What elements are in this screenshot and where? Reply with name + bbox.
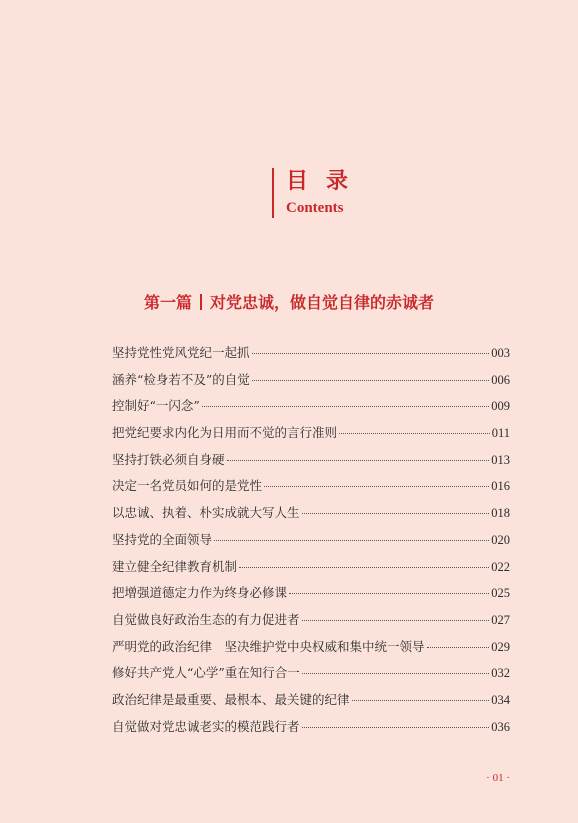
toc-entry[interactable] [112,557,510,584]
toc-entry-page: 032 [491,666,510,681]
toc-entry-title: 把增强道德定力作为终身必修课 [112,585,288,601]
toc-title-block [272,168,366,218]
toc-list [112,343,510,743]
toc-leader-dots [227,460,490,461]
toc-entry[interactable] [112,530,510,557]
toc-entry-title: 自觉做良好政治生态的有力促进者 [112,611,300,627]
toc-entry[interactable] [112,503,510,530]
page-number: · 01 · [486,772,510,784]
toc-entry-title: 政治纪律是最重要、最根本、最关键的纪律 [112,691,350,707]
section-title: 对党忠诚，做自觉自律的赤诚者 [210,293,435,312]
toc-entry-page: 027 [491,612,510,627]
toc-leader-dots [239,567,489,568]
title-divider [272,168,274,218]
toc-entry[interactable] [112,450,510,477]
toc-entry-title: 把党纪要求内化为日用而不觉的言行准则 [112,425,338,441]
toc-leader-dots [302,673,489,674]
toc-leader-dots [302,513,490,514]
toc-entry[interactable] [112,583,510,610]
toc-entry-page: 036 [491,719,510,734]
toc-leader-dots [214,540,489,541]
section-label: 第一篇 [143,293,192,312]
section-heading [0,290,578,313]
toc-leader-dots [352,700,490,701]
title-english: Contents [286,200,344,216]
toc-entry-page: 020 [491,532,510,547]
toc-entry[interactable] [112,343,510,370]
toc-entry-page: 018 [491,506,510,521]
toc-entry[interactable] [112,717,510,744]
toc-entry-page: 022 [491,559,510,574]
toc-entry-page: 016 [491,479,510,494]
toc-entry[interactable] [112,663,510,690]
toc-leader-dots [252,380,489,381]
toc-entry-title: 建立健全纪律教育机制 [112,558,238,574]
toc-entry-page: 011 [491,426,510,441]
toc-entry-title: 坚持党的全面领导 [112,531,213,547]
toc-entry-title: 控制好“一闪念” [112,398,200,414]
toc-entry-page: 006 [491,372,510,387]
toc-entry[interactable] [112,637,510,664]
toc-entry[interactable] [112,423,510,450]
toc-entry[interactable] [112,396,510,423]
toc-entry-title: 坚持党性党风党纪一起抓 [112,345,250,360]
toc-leader-dots [264,486,489,487]
toc-entry-title: 修好共产党人“心学”重在知行合一 [112,665,300,681]
section-divider [200,294,202,310]
toc-entry[interactable] [112,370,510,397]
toc-leader-dots [427,647,490,648]
toc-entry-page: 009 [491,399,510,414]
toc-entry[interactable] [112,610,510,637]
toc-leader-dots [302,620,490,621]
toc-entry-title: 涵养“检身若不及”的自觉 [112,371,250,387]
toc-leader-dots [339,433,490,434]
toc-entry[interactable] [112,476,510,503]
toc-entry-page: 025 [491,586,510,601]
title-chinese: 目录 [286,168,367,194]
toc-entry-title: 自觉做对党忠诚老实的模范践行者 [112,718,300,734]
toc-entry-title: 严明党的政治纪律 坚决维护党中央权威和集中统一领导 [112,638,425,654]
toc-entry-page: 003 [491,346,510,360]
toc-leader-dots [289,593,489,594]
toc-entry[interactable] [112,690,510,717]
toc-entry-title: 坚持打铁必须自身硬 [112,451,225,467]
toc-entry-page: 034 [491,692,510,707]
toc-leader-dots [302,727,490,728]
toc-leader-dots [202,406,489,407]
toc-entry-title: 决定一名党员如何的是党性 [112,478,263,494]
toc-entry-page: 013 [491,452,510,467]
toc-leader-dots [252,353,490,354]
toc-entry-title: 以忠诚、执着、朴实成就大写人生 [112,505,300,521]
toc-entry-page: 029 [491,639,510,654]
